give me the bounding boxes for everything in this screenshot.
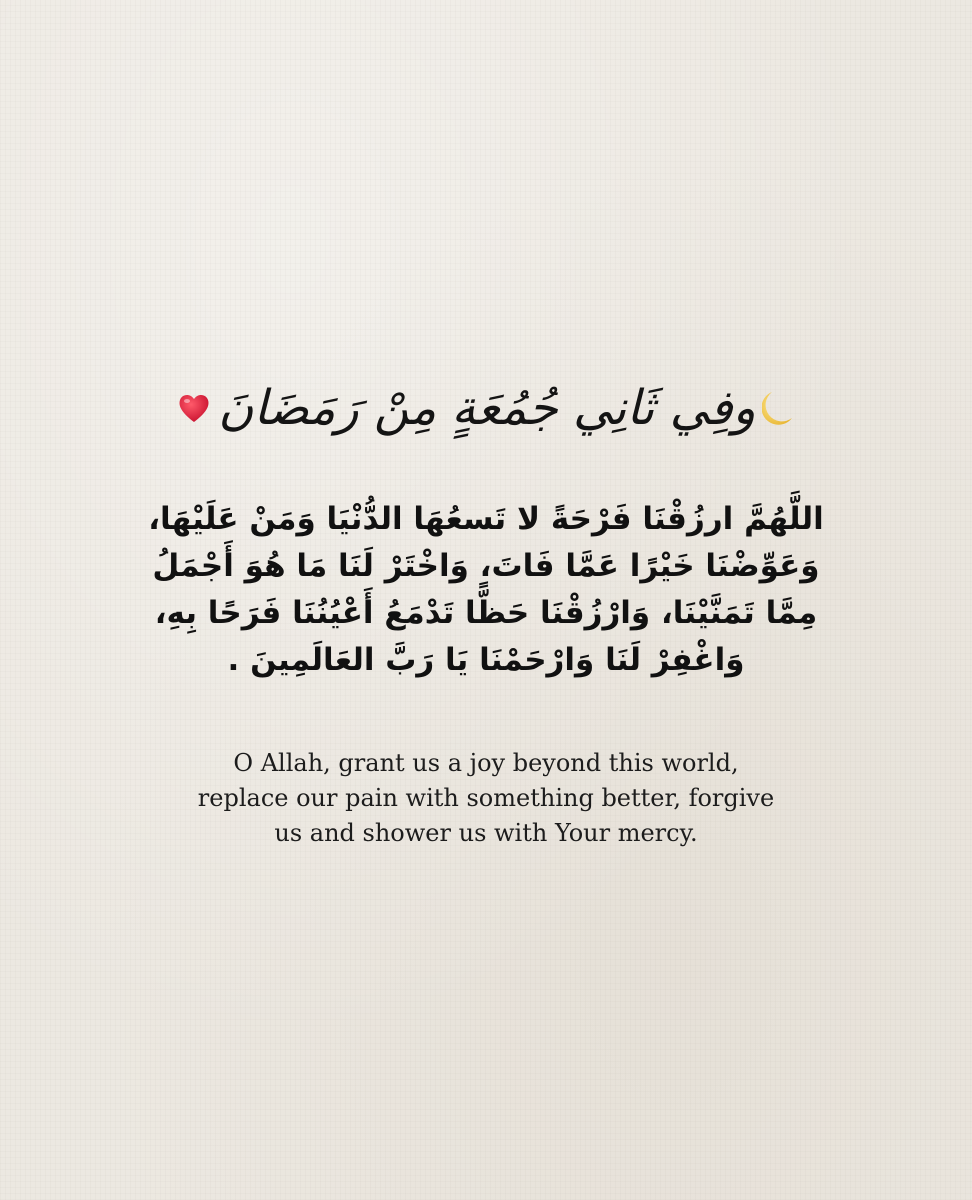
english-line-2: replace our pain with something better, forgive (197, 784, 775, 812)
english-line-3: us and shower us with Your mercy. (274, 819, 698, 847)
crescent-moon-icon (762, 388, 796, 428)
english-line-1: O Allah, grant us a joy beyond this world, (233, 749, 739, 777)
arabic-line-3: مِمَّا تَمَنَّيْنَا، وَارْزُقْنَا حَظًّا تَدْمَعُ أَعْيُنُنَا فَرَحًا بِهِ، (154, 595, 818, 631)
english-translation (100, 746, 872, 851)
title-row (0, 368, 972, 448)
arabic-supplication (120, 496, 852, 684)
arabic-line-4: وَاغْفِرْ لَنَا وَارْحَمْنَا يَا رَبَّ العَالَمِينَ . (227, 642, 745, 678)
arabic-line-2: وَعَوِّضْنَا خَيْرًا عَمَّا فَاتَ، وَاخْتَرْ لَنَا مَا هُوَ أَجْمَلُ (152, 548, 820, 584)
arabic-line-1: اللَّهُمَّ ارزُقْنَا فَرْحَةً لا تَسعُهَا الدُّنْيَا وَمَنْ عَلَيْهَا، (148, 501, 824, 537)
title: وفِي ثَانِي جُمُعَةٍ مِنْ رَمَضَانَ (218, 380, 756, 436)
heart-icon (176, 390, 212, 426)
